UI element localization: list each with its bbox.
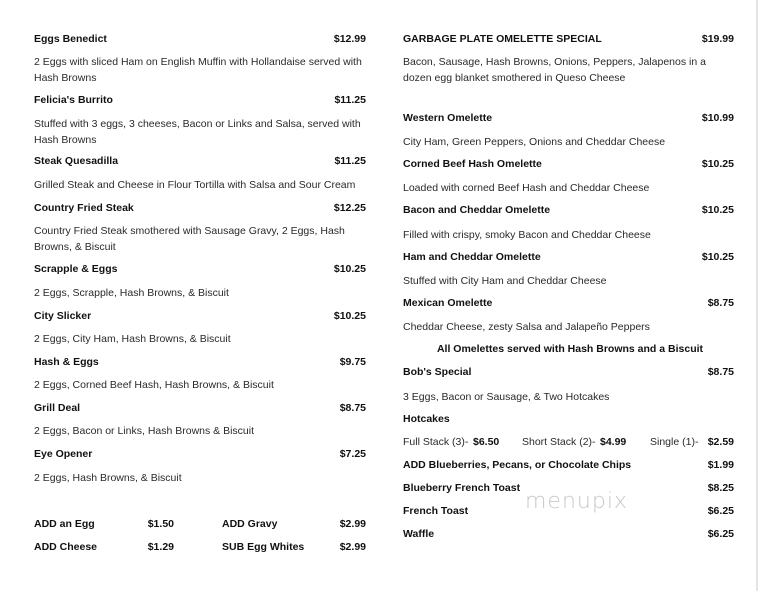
extra-name: French Toast [403,505,469,517]
menu-item-price: $11.25 [334,155,366,167]
omelette-name: Bacon and Cheddar Omelette [403,204,551,216]
extra-price: $6.25 [707,505,734,517]
omelette-price: $10.25 [701,204,734,216]
menu-item-description: 2 Eggs, Corned Beef Hash, Hash Browns, & Biscuit [34,379,274,391]
special-price: $19.99 [701,33,734,45]
menu-item-price: $12.25 [333,202,366,214]
hotcakes-title: Hotcakes [403,413,450,425]
addon-name: ADD an Egg [34,518,95,530]
bobs-special-price: $8.75 [707,366,734,378]
hotcakes-full-label: Full Stack (3)- [403,436,469,448]
menu-item-description: Stuffed with 3 eggs, 3 cheeses, Bacon or Links and Salsa, served with Hash Browns [34,118,361,146]
addon-name: ADD Gravy [222,518,278,530]
addon-price: $2.99 [339,541,366,553]
omelette-description: Filled with crispy, smoky Bacon and Cheddar Cheese [403,229,651,241]
menu-item-price: $10.25 [333,263,366,275]
menu-item-name: Country Fried Steak [34,202,134,214]
menu-item-price: $8.75 [339,402,366,414]
extra-price: $6.25 [707,528,734,540]
menu-item-name: Scrapple & Eggs [34,263,118,275]
menu-item-name: Eggs Benedict [34,33,107,45]
hotcakes-full-price: $6.50 [473,436,500,448]
hotcakes-single-label: Single (1)- [650,436,699,448]
extra-name: Waffle [403,528,435,540]
omelette-description: Loaded with corned Beef Hash and Cheddar Cheese [403,182,650,194]
menu-item-description: 2 Eggs, City Ham, Hash Browns, & Biscuit [34,333,231,345]
omelette-price: $10.25 [701,251,734,263]
menu-item-price: $11.25 [334,94,366,106]
omelette-price: $8.75 [707,297,734,309]
omelette-note: All Omelettes served with Hash Browns and a Biscuit [436,343,704,355]
addon-price: $1.50 [147,518,174,530]
menu-item-name: Grill Deal [34,402,81,414]
omelette-description: Stuffed with City Ham and Cheddar Cheese [403,275,607,287]
bobs-special-name: Bob's Special [403,366,472,378]
menu-item-description: 2 Eggs, Hash Browns, & Biscuit [34,472,182,484]
omelette-name: Western Omelette [403,112,493,124]
menu-item-description: 2 Eggs, Bacon or Links, Hash Browns & Biscuit [34,425,255,437]
menu-item-price: $9.75 [339,356,366,368]
menu-item-price: $10.25 [333,310,366,322]
menu-item-name: Hash & Eggs [34,356,99,368]
extra-price: $8.25 [707,482,734,494]
menu-item-name: Felicia's Burrito [34,94,113,106]
menu-item-name: Steak Quesadilla [34,155,119,167]
bobs-special-description: 3 Eggs, Bacon or Sausage, & Two Hotcakes [403,391,610,403]
menu-item-description: 2 Eggs, Scrapple, Hash Browns, & Biscuit [34,287,229,299]
special-name: GARBAGE PLATE OMELETTE SPECIAL [403,33,602,45]
omelette-price: $10.25 [701,158,734,170]
hotcakes-short-label: Short Stack (2)- [522,436,596,448]
omelette-name: Corned Beef Hash Omelette [403,158,542,170]
hotcakes-single-price: $2.59 [707,436,734,448]
addon-name: ADD Cheese [34,541,98,553]
menu-item-description: Grilled Steak and Cheese in Flour Tortilla with Salsa and Sour Cream [34,179,356,191]
omelette-description: Cheddar Cheese, zesty Salsa and Jalapeño Peppers [403,321,650,333]
hotcakes-short-price: $4.99 [600,436,627,448]
omelette-name: Ham and Cheddar Omelette [403,251,541,263]
extra-name: Blueberry French Toast [403,482,521,494]
menu-item-name: Eye Opener [34,448,93,460]
extra-name: ADD Blueberries, Pecans, or Chocolate Chips [403,459,632,471]
addon-name: SUB Egg Whites [222,541,305,553]
extra-price: $1.99 [707,459,734,471]
menu-item-name: City Slicker [34,310,92,322]
special-description: Bacon, Sausage, Hash Browns, Onions, Peppers, Jalapenos in a dozen egg blanket smothered in Queso Cheese [403,56,706,84]
omelette-name: Mexican Omelette [403,297,493,309]
menu-item-price: $12.99 [333,33,366,45]
addon-price: $2.99 [339,518,366,530]
omelette-description: City Ham, Green Peppers, Onions and Cheddar Cheese [403,136,666,148]
menu-item-description: Country Fried Steak smothered with Sausage Gravy, 2 Eggs, Hash Browns, & Biscuit [34,225,345,253]
watermark: menupix [525,489,628,514]
omelette-price: $10.99 [701,112,734,124]
menu-item-description: 2 Eggs with sliced Ham on English Muffin with Hollandaise served with Hash Browns [34,56,362,84]
menu-item-price: $7.25 [339,448,366,460]
addon-price: $1.29 [147,541,174,553]
